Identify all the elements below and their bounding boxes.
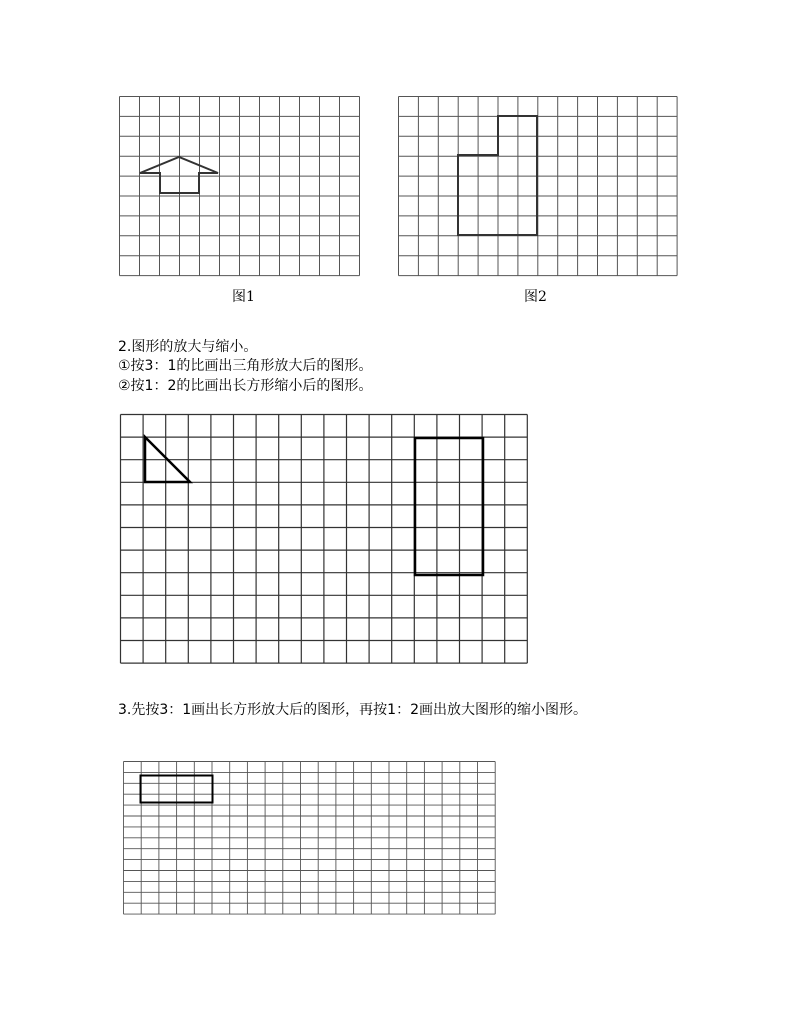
rectangle-shape xyxy=(415,438,483,575)
q3-title: 3.先按3：1画出长方形放大后的图形，再按1：2画出放大图形的缩小图形。 xyxy=(118,702,587,718)
figure-2-grid xyxy=(397,95,679,277)
figure-1-caption: 图1 xyxy=(232,289,255,305)
figure-1-grid xyxy=(118,95,363,277)
q2-line-1: ①按3：1的比画出三角形放大后的图形。 xyxy=(118,358,373,374)
q2-line-2: ②按1：2的比画出长方形缩小后的图形。 xyxy=(118,378,373,394)
q2-title: 2.图形的放大与缩小。 xyxy=(118,339,258,355)
figure-2-caption: 图2 xyxy=(524,289,547,305)
q3-grid xyxy=(122,760,500,918)
q2-grid xyxy=(119,413,531,667)
